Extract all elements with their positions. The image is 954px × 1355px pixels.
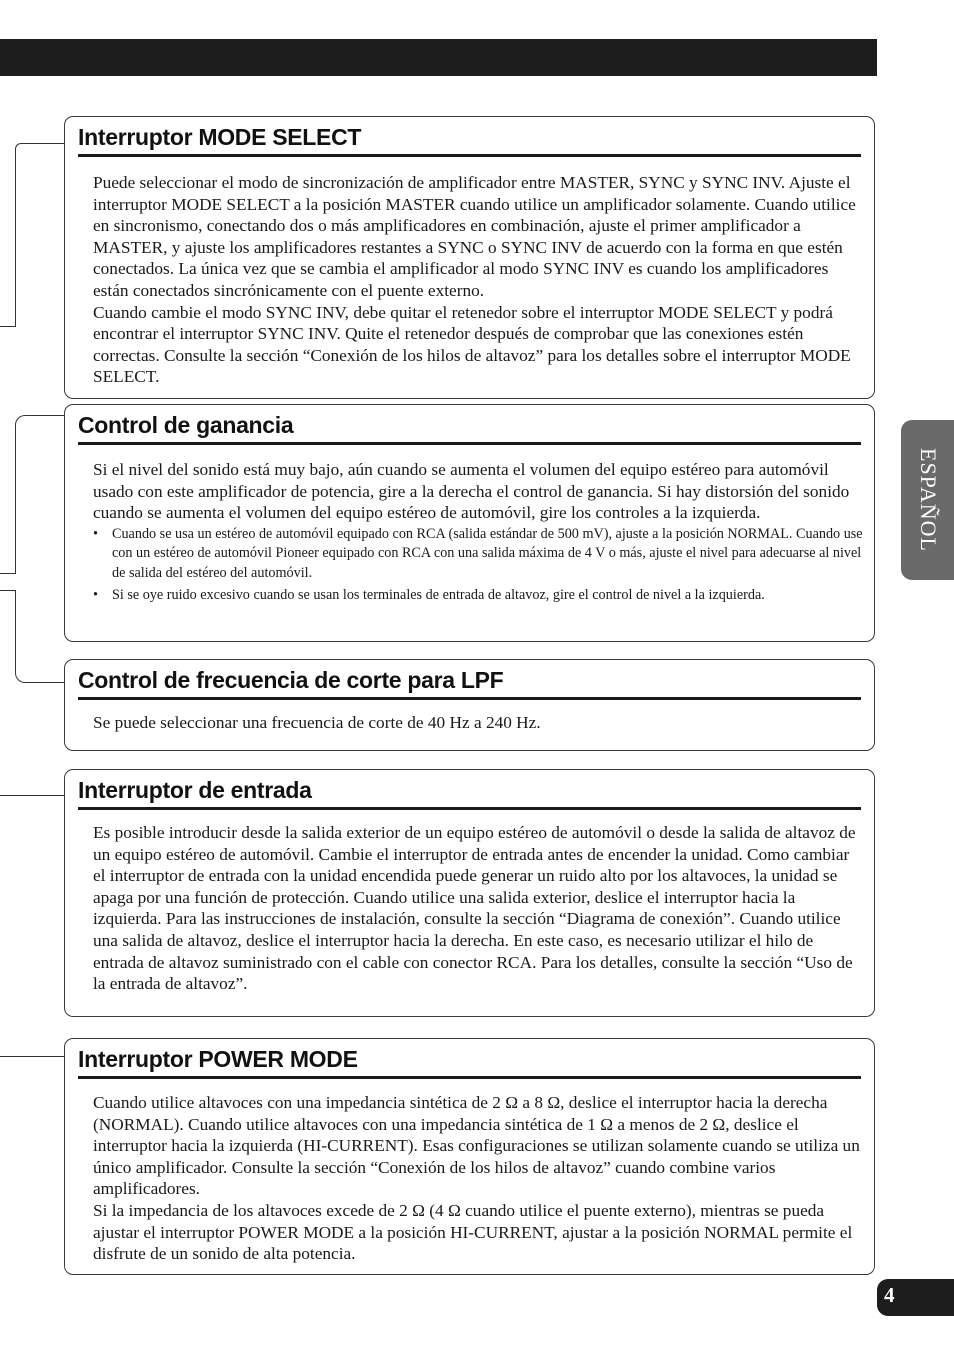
section-control-ganancia (64, 404, 875, 642)
connector-line-ganancia-end (0, 573, 16, 574)
section-title: Interruptor de entrada (78, 775, 861, 810)
connector-line-lpf (15, 590, 65, 683)
section-mode-select (64, 116, 875, 399)
bullet-symbol: • (93, 525, 98, 542)
bullet-symbol: • (93, 587, 98, 604)
connector-line-lpf-start (0, 590, 16, 591)
list-item-text: Si se oye ruido excesivo cuando se usan los terminales de entrada de altavoz, gire el control de nivel a la izquierda. (112, 587, 765, 604)
bullet-list (93, 525, 864, 606)
header-bar (0, 39, 877, 76)
section-title: Interruptor MODE SELECT (78, 122, 861, 157)
connector-line-mode-select (15, 143, 65, 327)
section-title: Control de ganancia (78, 410, 861, 445)
paragraph: Cuando utilice altavoces con una impedancia sintética de 2 Ω a 8 Ω, deslice el interruptor hacia la derecha (NORMAL). Cuando utilice altavoces con una impedancia sintética de 1 Ω a menos de 2 Ω, deslice el interruptor hacia la izquierda (HI-CURRENT). Esas configuraciones se utilizan solamente cuando se utiliza un único amplificador. Consulte la sección “Conexión de los hilos de altavoz” cuando combine varios amplificadores. (93, 1093, 860, 1199)
section-title: Control de frecuencia de corte para LPF (78, 665, 861, 700)
list-item (93, 525, 864, 584)
connector-line-ganancia (15, 415, 65, 574)
section-control-lpf (64, 659, 875, 751)
page-number: 4 (884, 1283, 895, 1307)
paragraph: Si la impedancia de los altavoces excede de 2 Ω (4 Ω cuando utilice el puente externo), mientras se pueda ajustar el interruptor POWER MODE a la posición HI-CURRENT, ajustar a la posición NORMAL permite el disfrute de un sonido de alta potencia. (93, 1200, 853, 1264)
paragraph: Es posible introducir desde la salida exterior de un equipo estéreo de automóvil o desde la salida de altavoz de un equipo estéreo de automóvil. Cambie el interruptor de entrada antes de encender la unidad. Como cambiar el interruptor de entrada con la unidad encendida puede generar un ruido alto por los altavoces, la unidad se apaga por una función de protección. Cuando utilice una salida exterior, deslice el interruptor hacia la izquierda. Para las instrucciones de instalación, consulte la sección “Diagrama de conexión”. Cuando utilice una salida de altavoz, deslice el interruptor hacia la derecha. En este caso, es necesario utilizar el hilo de entrada de altavoz suministrado con el cable con conector RCA. Para los detalles, consulte la sección “Uso de la entrada de altavoz”. (93, 823, 856, 994)
paragraph: Cuando cambie el modo SYNC INV, debe quitar el retenedor sobre el interruptor MODE SELECT y podrá encontrar el interruptor SYNC INV. Quite el retenedor después de comprobar que las conexiones estén correctas. Consulte la sección “Conexión de los hilos de altavoz” para los detalles sobre el interruptor MODE SELECT. (93, 302, 851, 387)
list-item (93, 586, 864, 606)
section-title: Interruptor POWER MODE (78, 1044, 861, 1079)
language-tab (901, 420, 954, 580)
page-number-tab (877, 1279, 954, 1316)
section-body (93, 822, 864, 995)
section-power-mode (64, 1038, 875, 1275)
paragraph: Se puede seleccionar una frecuencia de corte de 40 Hz a 240 Hz. (93, 713, 541, 732)
connector-line-power-mode (0, 1056, 64, 1057)
connector-line-entrada (0, 795, 64, 796)
section-body (93, 459, 864, 606)
section-body (93, 1092, 864, 1265)
list-item-text: Cuando se usa un estéreo de automóvil equipado con RCA (salida estándar de 500 mV), ajuste a la posición NORMAL. Cuando use con un estéreo de automóvil Pioneer equipado con RCA con una salida máxima de 4 V o más, ajuste el nivel para adecuarse al nivel de salida del estéreo del automóvil. (112, 525, 863, 581)
paragraph: Si el nivel del sonido está muy bajo, aún cuando se aumenta el volumen del equipo estéreo para automóvil usado con este amplificador de potencia, gire a la derecha el control de ganancia. Si hay distorsión del sonido cuando se aumenta el volumen del equipo estéreo de automóvil, gire los controles a la izquierda. (93, 460, 850, 523)
section-body (93, 172, 864, 388)
language-tab-label: ESPAÑOL (915, 448, 941, 552)
section-body (93, 712, 864, 734)
connector-line-mode-select-end (0, 326, 16, 327)
paragraph: Puede seleccionar el modo de sincronización de amplificador entre MASTER, SYNC y SYNC INV. Ajuste el interruptor MODE SELECT a la posición MASTER cuando utilice un amplificador solamente. Cuando utilice en sincronismo, conectando dos o más amplificadores en combinación, ajuste el primer amplificador a MASTER, y ajuste los amplificadores restantes a SYNC o SYNC INV de acuerdo con la forma en que estén conectados. La única vez que se cambia el amplificador al modo SYNC INV es cuando los amplificadores están conectados sincrónicamente con el puente externo. (93, 173, 856, 300)
section-interruptor-entrada (64, 769, 875, 1017)
